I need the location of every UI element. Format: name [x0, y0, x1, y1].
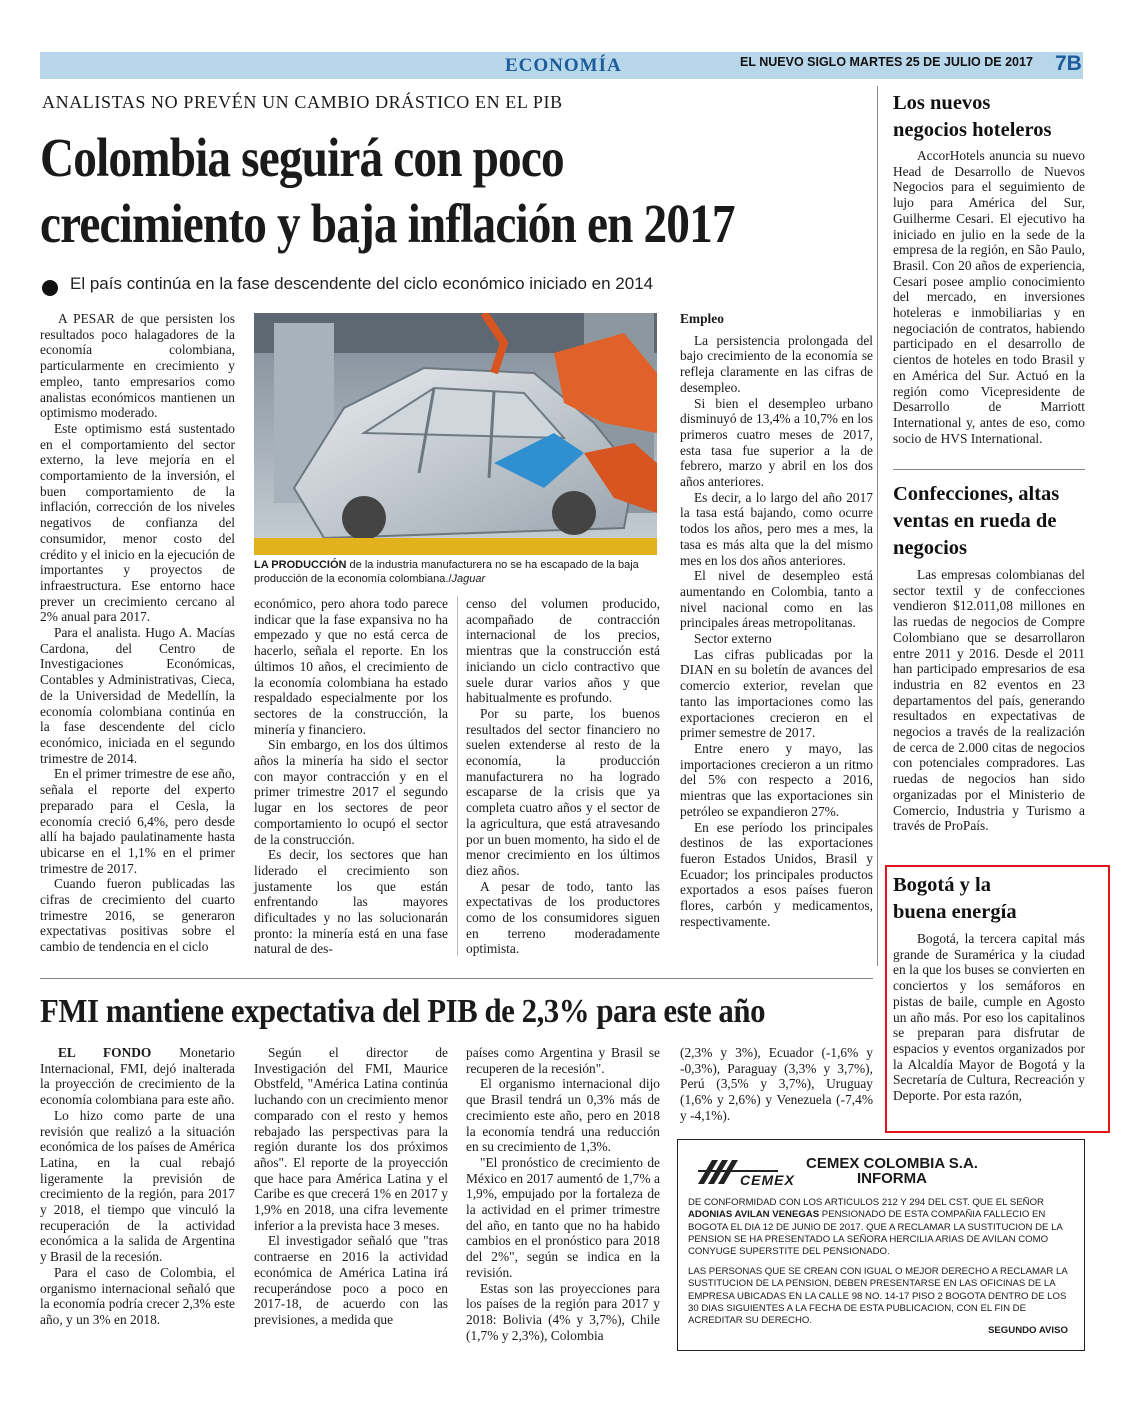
paragraph: Entre enero y mayo, las importaciones crecieron a un ritmo del 5% con respecto a 2016, mientras que las exportaciones sin petróleo se expandieron 27%.: [680, 740, 873, 819]
fmi-column-2: [254, 1045, 448, 1328]
paragraph: A PESAR de que persisten los resultados poco halagadores de la economía colombiana, particularmente en crecimiento y empleo, tanto empresarios como analistas económicos mantienen un optimismo moderado.: [40, 311, 235, 421]
headline-line: ventas en rueda de: [893, 510, 1057, 532]
paragraph: "El pronóstico de crecimiento de México en 2017 aumentó de 1,7% a 1,9%, empujado por la fortaleza de la actividad en el primer trimestre del año, en tanto que no ha habido cambios en el pronóstico para 2018 del 2%", según se indica en la revisión.: [466, 1154, 660, 1280]
paragraph: [40, 1045, 235, 1108]
lead-in: EL FONDO: [58, 1045, 152, 1060]
paragraph: El investigador señaló que "tras contraerse en 2016 la actividad económica de América Latina irá recuperándose poco a poco en 2017-18, de acuerdo con las previsiones, a medida que: [254, 1233, 448, 1327]
headline-line: Confecciones, altas: [893, 483, 1060, 505]
article-column-3: [466, 596, 660, 957]
article-deck: El país continúa en la fase descendente del ciclo económico iniciado en 2014: [70, 274, 654, 293]
deceased-name: ADONIAS AVILAN VENEGAS: [688, 1209, 820, 1221]
article-kicker: ANALISTAS NO PREVÉN UN CAMBIO DRÁSTICO EN EL PIB: [42, 92, 563, 112]
cemex-paragraph-1: [688, 1197, 1076, 1258]
paragraph: económico, pero ahora todo parece indicar que la fase expansiva no ha empezado y que no está cerca de hacerlo, señala el reporte. En los últimos 10 años, el crecimiento de la economía colombiana ha estado respaldado especialmente por los sectores de la construcción, la minería y financiero.: [254, 596, 448, 737]
car-factory-photo: [254, 313, 657, 555]
paragraph: (2,3% y 3%), Ecuador (-1,6% y -0,3%), Paraguay (3,3% y 3,7%), Perú (3,5% y 3,7%), Uruguay (1,6% y 2,6%) y Venezuela (-7,4% y -4,1%).: [680, 1045, 873, 1123]
paragraph: En ese período los principales destinos de las exportaciones fueron Estados Unidos, Brasil y Ecuador; los principales productos exportados a esos países fueron flores, carbón y medicamentos, respectivamente.: [680, 819, 873, 929]
article-headline: [40, 125, 762, 257]
paragraph: El nivel de desempleo está aumentando en Colombia, tanto a nivel nacional como en las principales áreas metropolitanas.: [680, 568, 873, 631]
paragraph: Estas son las proyecciones para los países de la región para 2017 y 2018: Bolivia (4% y 3,7%), Chile (1,7% y 2,3%), Colombia: [466, 1280, 660, 1343]
paragraph: Lo hizo como parte de una revisión que realizó a la situación económica de los países de América Latina, en la cual rebajó ligeramente la previsión de crecimiento de la región, para 2017 y 2018, el tiempo que vinculó la recuperación de la actividad económica a la salida de Argentina y Brasil de la recesión.: [40, 1107, 235, 1265]
notice-text: PENSIONADO DE ESTA COMPAÑIA FALLECIO EN BOGOTA EL DIA 12 DE JUNIO DE 2017. QUE A RECLAMAR LA SUSTITUCION DE LA PENSION SE HA PRESENTADO LA SEÑORA HERCILIA ARIAS DE AVILAN COMO CONYUGE SUPERSTITE DEL PENSIONADO.: [688, 1209, 1063, 1258]
title-line: INFORMA: [856, 1170, 927, 1187]
lead-text: Monetario Internacional, FMI, dejó inalterada la proyección de crecimiento de la economía colombiana para este año.: [40, 1045, 235, 1108]
sidebar-story-confecciones: [893, 567, 1085, 834]
paragraph: Sin embargo, en los dos últimos años la minería ha sido el sector con mayor contracción y en el primer trimestre 2017 el segundo lugar en los sectores de peor comportamiento lo ocupó el sector de la construcción.: [254, 737, 448, 847]
sidebar-story-bogota: [893, 931, 1085, 1104]
subheading-empleo: Empleo: [680, 311, 724, 326]
title-line: CEMEX COLOMBIA S.A.: [806, 1155, 978, 1172]
paragraph: Bogotá, la tercera capital más grande de Suramérica y la ciudad en la que los buses se convierten en conciertos y los semáforos en pistas de baile, cumple en Agosto un año más. Por eso los capitalinos se preparan para disfrutar de espacios y eventos organizados por la Alcaldía Mayor de Bogotá y la Secretaría de Cultura, Recreación y Deporte. Por esta razón,: [893, 931, 1085, 1104]
paragraph: Las cifras publicadas por la DIAN en su boletín de avances del comercio exterior, revelan que tanto las importaciones como las exportaciones crecieron en el primer semestre de 2017.: [680, 646, 873, 741]
article-column-4: [680, 311, 873, 929]
section-name: ECONOMÍA: [505, 55, 622, 76]
paragraph: Si bien el desempleo urbano disminuyó de 13,4% a 10,7% en los primeros cuatro meses de 2017, esta tasa fue superior a la de febrero, marzo y abril en los dos años anteriores.: [680, 395, 873, 490]
headline-line: Bogotá y la: [893, 874, 991, 896]
headline-line: negocios: [893, 537, 968, 559]
subheading-sector-externo: Sector externo: [694, 631, 772, 647]
caption-lead: LA PRODUCCIÓN: [254, 559, 347, 571]
paragraph: Según el director de Investigación del FMI, Maurice Obstfeld, "América Latina continúa luchando con un crecimiento menor comparado con el resto y hemos rebajado las perspectivas para la región durante los dos próximos años". El reporte de la proyección que hace para América Latina y el Caribe es que crecerá 1% en 2017 y 1,9% en 2018, una cifra levemente inferior a la prevista hace 3 meses.: [254, 1045, 448, 1233]
paragraph: censo del volumen producido, acompañado de contracción internacional de los precios, mientras que la construcción está iniciando un ciclo contractivo que suele durar varios años y que habitualmente es profundo.: [466, 596, 660, 706]
photo-caption: [254, 559, 659, 586]
headline-line: negocios hoteleros: [893, 119, 1052, 141]
paragraph: La persistencia prolongada del bajo crecimiento de la economía se refleja claramente en las cifras de desempleo.: [680, 332, 873, 395]
paragraph: Para el analista. Hugo A. Macías Cardona, del Centro de Investigaciones Económicas, Contables y Administrativas, Cieca, de la Universidad de Medellín, la economía colombiana continúa en la fase descendente del ciclo económico, iniciada en el segundo trimestre de 2014.: [40, 625, 235, 766]
article-column-1: [40, 311, 235, 955]
headline-line-2: crecimiento y baja inflación en 2017: [40, 193, 735, 254]
cemex-logo-text: CEMEX: [740, 1172, 795, 1188]
fmi-column-4: [680, 1045, 873, 1124]
paragraph: Las empresas colombianas del sector textil y de confecciones vendieron $12.011,08 millones en las ruedas de negocios de Compre Colombiano que se desarrollaron entre 2011 y 2016. Desde el 2011 han participado empresarios de esa industria en 82 eventos en 23 departamentos del país, generando resultados en expectativas de negocios a través de la realización de cerca de 2.000 citas de negocios con potenciales compradores. Las ruedas de negocios han sido organizadas por el Ministerio de Comercio, Industria y Turismo a través de ProPaís.: [893, 567, 1085, 834]
sidebar-story-hoteles: [893, 148, 1085, 446]
section-divider: [40, 978, 873, 979]
paragraph: A pesar de todo, tanto las expectativas de los productores como de los consumidores siguen en terreno moderadamente optimista.: [466, 878, 660, 957]
paragraph: Por su parte, los buenos resultados del sector financiero no suelen extenderse al resto de la economía, la producción manufacturera no ha logrado escaparse de la crisis que ya completa cuatro años y el sector de la agricultura, que está atravesando por un buen momento, ha sido el de menor crecimiento en los últimos diez años.: [466, 705, 660, 878]
paragraph: El organismo internacional dijo que Brasil tendrá un 0,3% más de crecimiento este año, pero en 2018 la economía tendrá una reducción en su crecimiento de 1,3%.: [466, 1076, 660, 1155]
fmi-headline: FMI mantiene expectativa del PIB de 2,3% para este año: [40, 993, 766, 1030]
headline-line-1: Colombia seguirá con poco: [40, 127, 564, 188]
paragraph: Para el caso de Colombia, el organismo internacional señaló que la economía podría crecer 2,3% este año, y un 3% en 2018.: [40, 1264, 235, 1327]
fmi-column-3: [466, 1045, 660, 1343]
car-assembly-illustration: [254, 313, 657, 555]
sidebar-headline-confecciones: [893, 481, 1093, 562]
photo-credit: Jaguar: [451, 572, 486, 585]
paragraph: Cuando fueron publicadas las cifras de crecimiento del cuarto trimestre 2016, se generaron expectativas positivas sobre el cambio de tendencia en el ciclo: [40, 876, 235, 955]
cemex-paragraph-2: LAS PERSONAS QUE SE CREAN CON IGUAL O MEJOR DERECHO A RECLAMAR LA SUSTITUCION DE LA PENSION, DEBEN PRESENTARSE EN LAS OFICINAS DE LA EMPRESA UBICADAS EN LA CALLE 98 NO. 14-17 PISO 2 BOGOTA DENTRO DE LOS 30 DIAS SIGUIENTES A LA FECHA DE ESTA PUBLICACION, CON EL FIN DE ACREDITAR SU DERECHO.: [688, 1266, 1068, 1327]
column-divider: [457, 596, 458, 956]
page-number: 7B: [1055, 52, 1082, 75]
notice-text: DE CONFORMIDAD CON LOS ARTICULOS 212 Y 294 DEL CST. QUE EL SEÑOR: [688, 1197, 1044, 1208]
headline-line: buena energía: [893, 901, 1017, 923]
paragraph: Este optimismo está sustentado en el comportamiento del sector externo, la leve mejoría en el comportamiento de la inversión, el buen comportamiento de la inflación, corrección de los niveles negativos de confianza del consumidor, menor costo del crédito y el inicio en la ejecución de importantes y proyectos de infraestructura. Ese entorno hace prever un crecimiento cercano al 2% anual para 2017.: [40, 420, 235, 625]
paragraph: En el primer trimestre de ese año, señala el reporte del experto preparado para el Cesla, la economía creció 6,4%, pero desde allí ha bajado paulatinamente hasta ubicarse en el 1,1% en el primer trimestre de 2017.: [40, 766, 235, 876]
bullet-icon: [42, 280, 58, 296]
headline-line: Los nuevos: [893, 92, 991, 114]
paragraph: Es decir, los sectores que han liderado el crecimiento son justamente los que están enfrentando las mayores dificultades y no las solucionarán pronto: la minería está en una fase natural de des-: [254, 847, 448, 957]
dateline: EL NUEVO SIGLO MARTES 25 DE JULIO DE 2017: [740, 55, 1033, 69]
cemex-title: [806, 1156, 978, 1186]
paragraph: Es decir, a lo largo del año 2017 la tasa está bajando, como ocurre todos los años, pero mes a mes, la tasa es más alta que la del mismo mes en los dos años anteriores.: [680, 489, 873, 568]
sidebar-headline-hoteles: [893, 90, 1093, 144]
sidebar-headline-bogota: [893, 872, 1093, 926]
cemex-footer: SEGUNDO AVISO: [988, 1325, 1068, 1336]
fmi-column-1: [40, 1045, 235, 1328]
article-column-2: [254, 596, 448, 957]
paragraph: AccorHotels anuncia su nuevo Head de Desarrollo de Nuevos Negocios para el seguimiento de lujo para América del Sur, Guilherme Cesari. El ejecutivo ha iniciado en julio en la sede de la empresa de la región, en São Paulo, Brasil. Con 20 años de experiencia, Cesari posee amplio conocimiento del mercado, en inversiones hoteleras e inmobiliarias y en negociación de contratos, habiendo participado en el desarrollo de cientos de hoteles en todo Brasil y en América del Sur. Actuó en la región como Vicepresidente de Desarrollo de Marriott International y, antes de eso, como socio de HVS International.: [893, 148, 1085, 446]
sidebar-divider: [893, 469, 1085, 470]
caption-text: de la industria manufacturera no se ha escapado de la baja producción de la economía colombiana./: [254, 559, 639, 585]
column-divider: [877, 86, 878, 966]
paragraph: países como Argentina y Brasil se recuperen de la recesión".: [466, 1045, 660, 1076]
